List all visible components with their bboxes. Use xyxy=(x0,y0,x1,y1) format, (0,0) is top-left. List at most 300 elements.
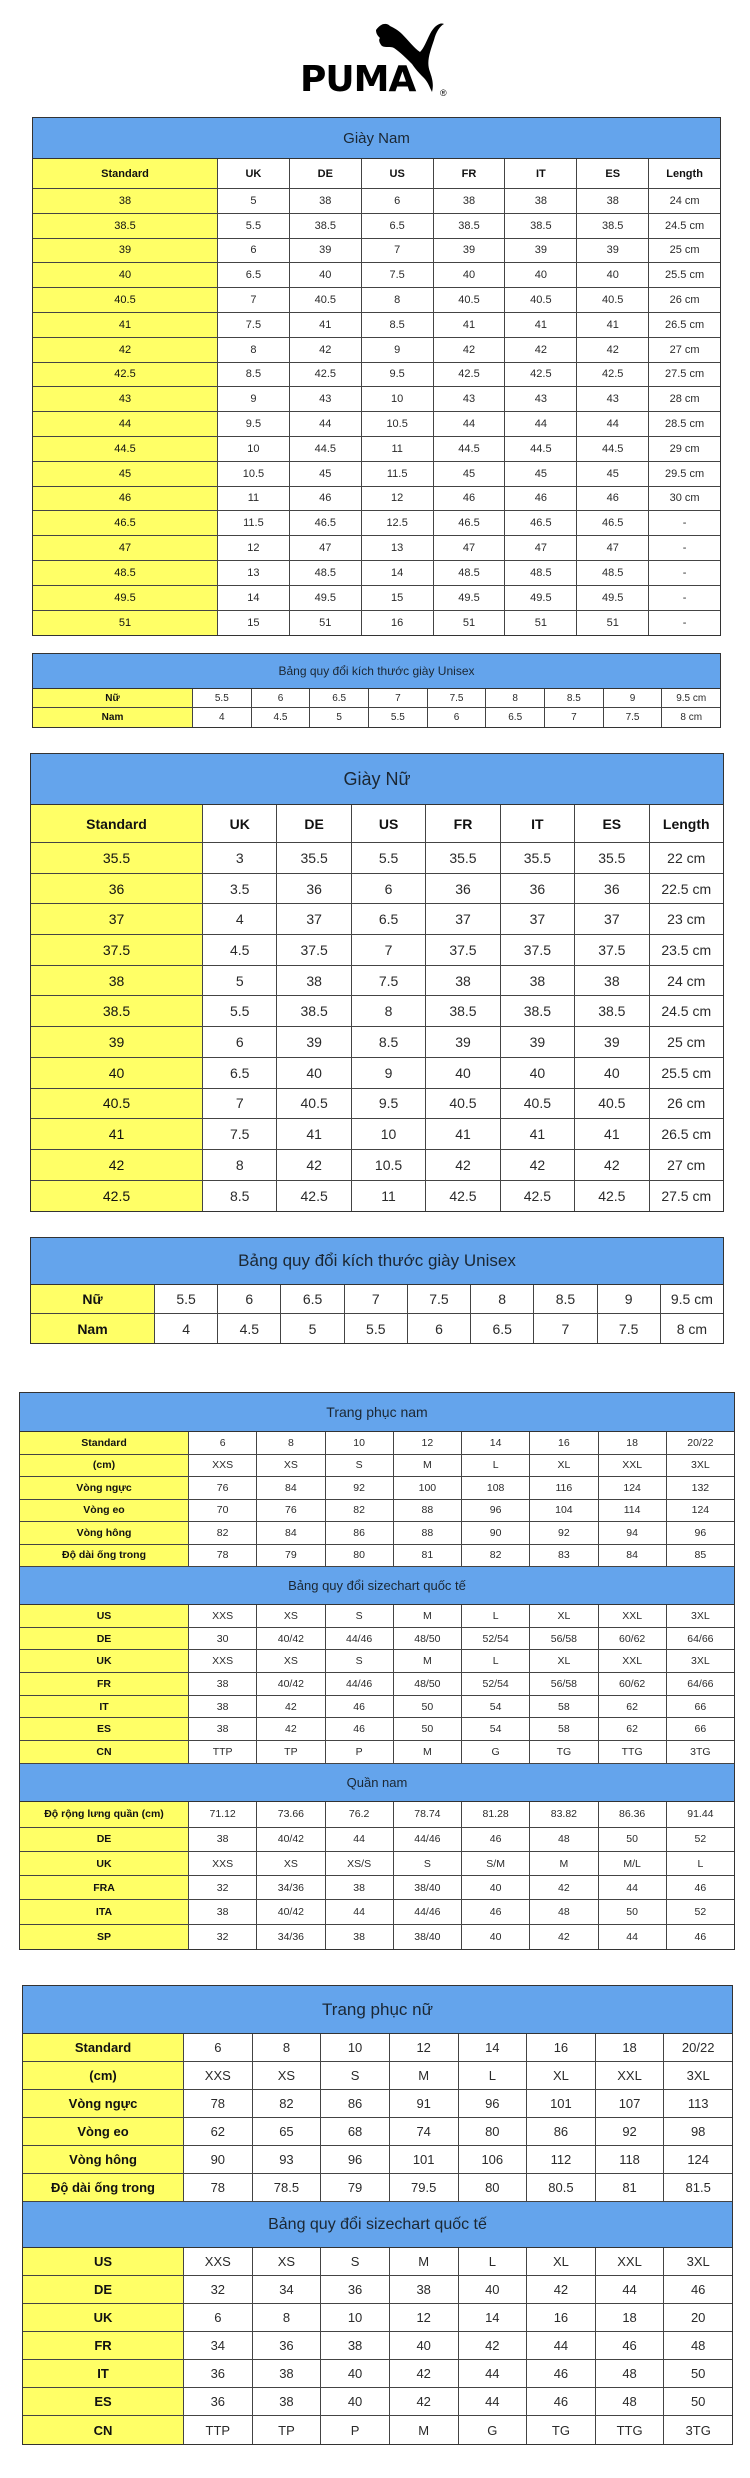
table-cell: S xyxy=(320,2248,389,2275)
table-cell: 10 xyxy=(351,1119,425,1149)
table-row xyxy=(33,313,720,338)
table-row xyxy=(20,1718,734,1741)
table-cell: 8 xyxy=(217,338,289,362)
table-cell: 7 xyxy=(217,288,289,312)
table-header-row xyxy=(33,159,720,189)
row-label-cell: (cm) xyxy=(20,1455,188,1477)
table-cell: 11 xyxy=(217,487,289,511)
table-cell: 98 xyxy=(663,2118,732,2145)
table-cell: 44 xyxy=(504,412,576,436)
table-row xyxy=(20,1432,734,1455)
row-label-cell: IT xyxy=(20,1696,188,1718)
table-cell: 80 xyxy=(458,2174,527,2201)
table-cell: 25.5 cm xyxy=(649,1058,723,1088)
women-shoes-table xyxy=(30,753,724,1212)
table-cell: 48.5 xyxy=(289,561,361,585)
table-cell: 48 xyxy=(595,2388,664,2415)
table-cell: 32 xyxy=(183,2276,252,2303)
table-cell: 36 xyxy=(320,2276,389,2303)
table-cell: XXS xyxy=(188,1852,256,1875)
table-cell: 24 cm xyxy=(649,966,723,996)
table-cell: 40.5 xyxy=(574,1089,648,1119)
table-cell: XL xyxy=(529,1455,597,1477)
column-header-cell: UK xyxy=(202,805,276,842)
table-cell: 49.5 xyxy=(433,586,505,610)
table-cell: 6 xyxy=(251,689,310,707)
table-cell: 6 xyxy=(407,1314,470,1343)
table-cell: 49.5 xyxy=(289,586,361,610)
table-row xyxy=(23,2276,732,2304)
table-cell: 45 xyxy=(289,462,361,486)
table-cell: 39 xyxy=(500,1027,574,1057)
table-cell: 39 xyxy=(289,239,361,263)
table-cell: 38.5 xyxy=(276,996,350,1026)
table-cell: 78 xyxy=(188,1545,256,1567)
table-cell: 38 xyxy=(389,2276,458,2303)
table-cell: 60/62 xyxy=(598,1673,666,1695)
table-cell: 10 xyxy=(325,1432,393,1454)
row-label-cell: SP xyxy=(20,1925,188,1949)
table-cell: 12.5 xyxy=(361,511,433,535)
table-cell: 44 xyxy=(458,2388,527,2415)
table-cell: 14 xyxy=(458,2304,527,2331)
table-cell: 47 xyxy=(576,536,648,560)
row-label-cell: Vòng ngực xyxy=(23,2090,183,2117)
row-label-cell: 40 xyxy=(31,1058,202,1088)
table-cell: 9.5 xyxy=(217,412,289,436)
table-cell: 38.5 xyxy=(576,214,648,238)
row-label-cell: DE xyxy=(20,1828,188,1851)
table-cell: 6.5 xyxy=(485,708,544,727)
table-cell: 15 xyxy=(217,611,289,636)
table-cell: 38/40 xyxy=(393,1925,461,1949)
table-row xyxy=(31,1027,723,1058)
table-cell: 7.5 xyxy=(597,1314,660,1343)
table-cell: 80 xyxy=(325,1545,393,1567)
table-cell: G xyxy=(458,2416,527,2444)
table-cell: 50 xyxy=(598,1900,666,1923)
table-row xyxy=(23,2304,732,2332)
table-cell: 41 xyxy=(576,313,648,337)
table-cell: 50 xyxy=(598,1828,666,1851)
table-cell: 68 xyxy=(320,2118,389,2145)
table-cell: 40 xyxy=(461,1876,529,1899)
table-cell: 9.5 xyxy=(351,1089,425,1119)
table-row xyxy=(20,1455,734,1478)
row-label-cell: Standard xyxy=(31,805,202,842)
table-row xyxy=(31,1089,723,1120)
table-cell: 6.5 xyxy=(470,1314,533,1343)
table-cell: 36 xyxy=(500,874,574,904)
table-row xyxy=(31,1314,723,1343)
table-cell: 18 xyxy=(595,2034,664,2061)
table-cell: 50 xyxy=(663,2360,732,2387)
table-cell: 44/46 xyxy=(325,1673,393,1695)
table-cell: 46.5 xyxy=(576,511,648,535)
table-cell: 13 xyxy=(361,536,433,560)
table-cell: 37 xyxy=(574,904,648,934)
table-cell: 35.5 xyxy=(276,843,350,873)
column-header-cell: ES xyxy=(574,805,648,842)
table-cell: 7 xyxy=(202,1089,276,1119)
table-cell: 43 xyxy=(504,387,576,411)
table-cell: 35.5 xyxy=(500,843,574,873)
table-row xyxy=(33,412,720,437)
table-cell: 62 xyxy=(598,1696,666,1718)
table-cell: 66 xyxy=(666,1696,734,1718)
table-cell: XS xyxy=(256,1605,324,1627)
table-cell: 41 xyxy=(504,313,576,337)
table-cell: 86 xyxy=(526,2118,595,2145)
table-cell: 38.5 xyxy=(425,996,499,1026)
row-label-cell: Nam xyxy=(33,708,192,727)
table-cell: 6.5 xyxy=(309,689,368,707)
table-cell: 52/54 xyxy=(461,1628,529,1650)
table-cell: 26.5 cm xyxy=(648,313,720,337)
table-cell: 42.5 xyxy=(433,363,505,387)
table-cell: 7 xyxy=(533,1314,596,1343)
row-label-cell: DE xyxy=(23,2276,183,2303)
table-row xyxy=(31,935,723,966)
column-header-cell: UK xyxy=(217,159,289,188)
table-row xyxy=(33,214,720,239)
table-cell: 46.5 xyxy=(504,511,576,535)
table-cell: 39 xyxy=(504,239,576,263)
table-cell: 24.5 cm xyxy=(648,214,720,238)
table-cell: 38 xyxy=(500,966,574,996)
table-cell: 96 xyxy=(461,1500,529,1522)
table-cell: 8.5 xyxy=(533,1285,596,1313)
table-cell: 42 xyxy=(504,338,576,362)
table-cell: - xyxy=(648,511,720,535)
table-cell: M xyxy=(389,2416,458,2444)
table-cell: TG xyxy=(526,2416,595,2444)
table-cell: 26 cm xyxy=(648,288,720,312)
table-cell: 3TG xyxy=(663,2416,732,2444)
row-label-cell: 39 xyxy=(31,1027,202,1057)
table-cell: 7.5 xyxy=(361,263,433,287)
table-cell: 45 xyxy=(433,462,505,486)
row-label-cell: UK xyxy=(20,1852,188,1875)
table-title: Trang phục nữ xyxy=(23,1986,732,2034)
table-cell: 10.5 xyxy=(351,1150,425,1180)
table-cell: - xyxy=(648,586,720,610)
table-cell: XS xyxy=(256,1455,324,1477)
table-cell: 6 xyxy=(188,1432,256,1454)
table-row xyxy=(33,462,720,487)
row-label-cell: ES xyxy=(23,2388,183,2415)
table-row xyxy=(33,511,720,536)
table-cell: P xyxy=(320,2416,389,2444)
women-clothing-table xyxy=(22,1985,733,2445)
table-row xyxy=(23,2332,732,2360)
table-cell: 38 xyxy=(576,189,648,213)
table-cell: 38 xyxy=(188,1696,256,1718)
table-cell: 78.74 xyxy=(393,1802,461,1827)
table-cell: 44.5 xyxy=(433,437,505,461)
table-cell: 6 xyxy=(361,189,433,213)
table-cell: 39 xyxy=(576,239,648,263)
table-cell: 42 xyxy=(389,2388,458,2415)
table-cell: XS xyxy=(256,1650,324,1672)
table-cell: 40/42 xyxy=(256,1828,324,1851)
table-cell: 40.5 xyxy=(504,288,576,312)
table-cell: 45 xyxy=(576,462,648,486)
table-cell: 76 xyxy=(256,1500,324,1522)
table-cell: 40 xyxy=(576,263,648,287)
table-row xyxy=(33,708,720,727)
row-label-cell: ITA xyxy=(20,1900,188,1923)
table-cell: 46 xyxy=(595,2332,664,2359)
row-label-cell: 39 xyxy=(33,239,217,263)
table-cell: 14 xyxy=(461,1432,529,1454)
row-label-cell: CN xyxy=(20,1741,188,1763)
table-cell: L xyxy=(458,2248,527,2275)
table-cell: 23 cm xyxy=(649,904,723,934)
table-cell: 38.5 xyxy=(289,214,361,238)
row-label-cell: Vòng hông xyxy=(23,2146,183,2173)
table-cell: 40 xyxy=(320,2360,389,2387)
table-cell: 81 xyxy=(595,2174,664,2201)
table-cell: 70 xyxy=(188,1500,256,1522)
table-title: Bảng quy đổi sizechart quốc tế xyxy=(23,2202,732,2248)
table-cell: 7 xyxy=(368,689,427,707)
table-cell: 32 xyxy=(188,1925,256,1949)
table-cell: 50 xyxy=(393,1718,461,1740)
table-cell: 7.5 xyxy=(202,1119,276,1149)
table-cell: 38 xyxy=(325,1876,393,1899)
table-cell: 34 xyxy=(252,2276,321,2303)
column-header-cell: Length xyxy=(649,805,723,842)
table-row xyxy=(33,189,720,214)
table-header-row xyxy=(31,805,723,843)
row-label-cell: 49.5 xyxy=(33,586,217,610)
table-cell: 11.5 xyxy=(217,511,289,535)
table-cell: 42 xyxy=(529,1925,597,1949)
table-cell: 42 xyxy=(529,1876,597,1899)
row-label-cell: FR xyxy=(23,2332,183,2359)
table-cell: 64/66 xyxy=(666,1628,734,1650)
table-cell: 27.5 cm xyxy=(648,363,720,387)
table-cell: 41 xyxy=(574,1119,648,1149)
table-cell: 46 xyxy=(461,1828,529,1851)
table-cell: XL xyxy=(529,1650,597,1672)
table-cell: 100 xyxy=(393,1477,461,1499)
table-cell: 29.5 cm xyxy=(648,462,720,486)
table-cell: 38 xyxy=(188,1718,256,1740)
table-cell: 44/46 xyxy=(393,1900,461,1923)
table-cell: 27.5 cm xyxy=(649,1181,723,1212)
table-cell: 12 xyxy=(389,2304,458,2331)
table-cell: 14 xyxy=(458,2034,527,2061)
table-cell: 46 xyxy=(433,487,505,511)
table-cell: 38 xyxy=(188,1673,256,1695)
row-label-cell: DE xyxy=(20,1628,188,1650)
table-row xyxy=(33,263,720,288)
table-cell: 42.5 xyxy=(576,363,648,387)
table-cell: 78 xyxy=(183,2090,252,2117)
table-row xyxy=(31,996,723,1027)
table-cell: XXS xyxy=(188,1650,256,1672)
table-cell: 40 xyxy=(320,2388,389,2415)
table-cell: 86 xyxy=(325,1522,393,1544)
table-cell: 96 xyxy=(458,2090,527,2117)
table-cell: 3 xyxy=(202,843,276,873)
table-cell: 84 xyxy=(256,1477,324,1499)
row-label-cell: 44.5 xyxy=(33,437,217,461)
table-cell: 37.5 xyxy=(574,935,648,965)
table-cell: 38 xyxy=(325,1925,393,1949)
table-cell: 5.5 xyxy=(154,1285,217,1313)
table-cell: 29 cm xyxy=(648,437,720,461)
table-cell: 9 xyxy=(597,1285,660,1313)
table-cell: 5.5 xyxy=(351,843,425,873)
men-shoes-table xyxy=(32,117,721,636)
table-cell: 3XL xyxy=(666,1605,734,1627)
table-cell: 9 xyxy=(603,689,662,707)
row-label-cell: 43 xyxy=(33,387,217,411)
table-cell: M xyxy=(393,1650,461,1672)
table-cell: 25 cm xyxy=(649,1027,723,1057)
table-cell: 7.5 xyxy=(407,1285,470,1313)
table-cell: 8 xyxy=(252,2304,321,2331)
table-cell: 40 xyxy=(289,263,361,287)
table-cell: M xyxy=(393,1455,461,1477)
table-row xyxy=(20,1900,734,1924)
table-cell: 40/42 xyxy=(256,1673,324,1695)
table-cell: 9.5 cm xyxy=(660,1285,723,1313)
row-label-cell: 44 xyxy=(33,412,217,436)
table-cell: 41 xyxy=(276,1119,350,1149)
table-cell: 41 xyxy=(425,1119,499,1149)
table-cell: 8 xyxy=(361,288,433,312)
column-header-cell: FR xyxy=(433,159,505,188)
table-cell: 40 xyxy=(276,1058,350,1088)
table-cell: 46.5 xyxy=(433,511,505,535)
table-cell: 40 xyxy=(389,2332,458,2359)
table-row xyxy=(23,2174,732,2202)
table-cell: 107 xyxy=(595,2090,664,2117)
row-label-cell: Vòng ngực xyxy=(20,1477,188,1499)
table-cell: 7 xyxy=(361,239,433,263)
column-header-cell: IT xyxy=(500,805,574,842)
table-cell: 34 xyxy=(183,2332,252,2359)
table-cell: 48.5 xyxy=(433,561,505,585)
table-cell: 39 xyxy=(433,239,505,263)
table-cell: 108 xyxy=(461,1477,529,1499)
table-cell: 7 xyxy=(544,708,603,727)
table-cell: M xyxy=(389,2062,458,2089)
table-cell: 79 xyxy=(256,1545,324,1567)
table-row xyxy=(33,611,720,636)
table-cell: XS xyxy=(252,2248,321,2275)
table-cell: 5.5 xyxy=(192,689,251,707)
table-cell: 10.5 xyxy=(361,412,433,436)
table-cell: 44 xyxy=(576,412,648,436)
table-cell: 8 xyxy=(485,689,544,707)
table-row xyxy=(23,2388,732,2416)
table-row xyxy=(31,966,723,997)
table-cell: 8.5 xyxy=(361,313,433,337)
table-cell: 40.5 xyxy=(500,1089,574,1119)
table-cell: 104 xyxy=(529,1500,597,1522)
row-label-cell: 51 xyxy=(33,611,217,636)
table-cell: 8 xyxy=(470,1285,533,1313)
table-cell: 37 xyxy=(500,904,574,934)
table-row xyxy=(33,437,720,462)
table-cell: XXS xyxy=(188,1605,256,1627)
table-cell: 85 xyxy=(666,1545,734,1567)
table-cell: 45 xyxy=(504,462,576,486)
table-cell: 40.5 xyxy=(289,288,361,312)
table-cell: 15 xyxy=(361,586,433,610)
table-row xyxy=(33,288,720,313)
table-cell: 11 xyxy=(351,1181,425,1212)
table-title: Giày Nữ xyxy=(31,754,723,805)
row-label-cell: CN xyxy=(23,2416,183,2444)
table-cell: 118 xyxy=(595,2146,664,2173)
table-cell: 79 xyxy=(320,2174,389,2201)
table-cell: 6.5 xyxy=(351,904,425,934)
table-cell: 5.5 xyxy=(368,708,427,727)
table-cell: 6.5 xyxy=(361,214,433,238)
table-cell: 42 xyxy=(526,2276,595,2303)
table-row xyxy=(20,1696,734,1719)
table-cell: 40 xyxy=(461,1925,529,1949)
row-label-cell: Độ rộng lưng quần (cm) xyxy=(20,1802,188,1827)
table-cell: XXL xyxy=(598,1605,666,1627)
table-cell: 37 xyxy=(425,904,499,934)
table-cell: 47 xyxy=(504,536,576,560)
table-cell: 44 xyxy=(433,412,505,436)
row-label-cell: Độ dài ống trong xyxy=(23,2174,183,2201)
table-cell: 46 xyxy=(663,2276,732,2303)
table-cell: 116 xyxy=(529,1477,597,1499)
table-cell: 52 xyxy=(666,1900,734,1923)
table-row xyxy=(31,1285,723,1314)
table-row xyxy=(33,387,720,412)
table-cell: 16 xyxy=(361,611,433,636)
table-cell: 42 xyxy=(576,338,648,362)
table-row xyxy=(20,1802,734,1828)
table-cell: 44/46 xyxy=(325,1628,393,1650)
table-cell: 114 xyxy=(598,1500,666,1522)
table-row xyxy=(20,1500,734,1523)
table-cell: 86.36 xyxy=(598,1802,666,1827)
table-cell: 42 xyxy=(458,2332,527,2359)
table-cell: 40/42 xyxy=(256,1900,324,1923)
table-cell: 41 xyxy=(289,313,361,337)
table-cell: L xyxy=(461,1455,529,1477)
table-cell: 8.5 xyxy=(202,1181,276,1212)
table-cell: S xyxy=(320,2062,389,2089)
table-cell: 13 xyxy=(217,561,289,585)
table-cell: 35.5 xyxy=(425,843,499,873)
table-cell: 42 xyxy=(574,1150,648,1180)
table-cell: 78.5 xyxy=(252,2174,321,2201)
row-label-cell: UK xyxy=(20,1650,188,1672)
table-cell: 92 xyxy=(325,1477,393,1499)
table-cell: 80.5 xyxy=(526,2174,595,2201)
table-cell: 46 xyxy=(325,1718,393,1740)
table-cell: 52 xyxy=(666,1828,734,1851)
row-label-cell: US xyxy=(20,1605,188,1627)
column-header-cell: Length xyxy=(648,159,720,188)
table-cell: P xyxy=(325,1741,393,1763)
table-row xyxy=(23,2416,732,2444)
table-cell: 48 xyxy=(663,2332,732,2359)
table-cell: 38 xyxy=(276,966,350,996)
